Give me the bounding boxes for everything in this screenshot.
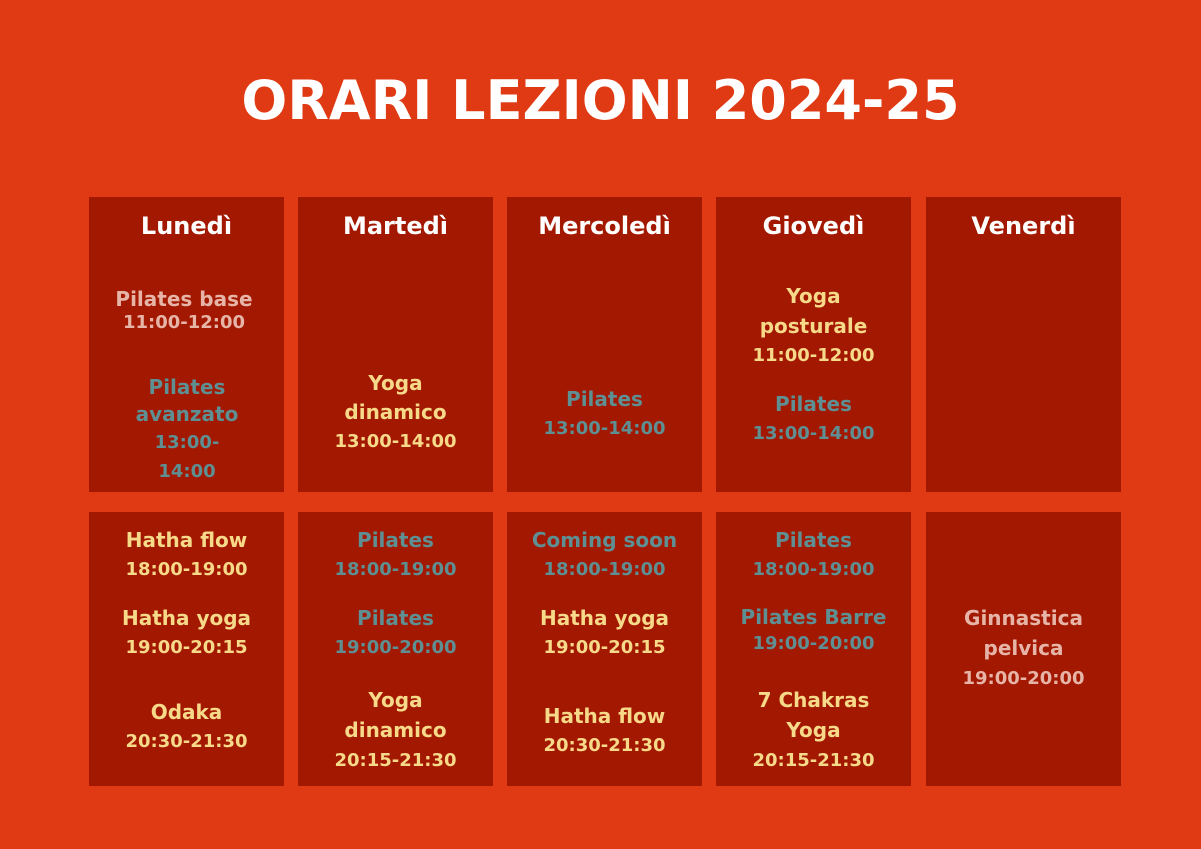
class-name: Pilates base: [115, 287, 253, 311]
class-name: Pilates: [775, 392, 852, 416]
cell-wednesday-morning: [507, 197, 702, 492]
cell-thursday-morning: [716, 197, 911, 492]
class-time: 20:15-21:30: [334, 750, 457, 771]
class-time: 19:00-20:00: [752, 633, 875, 654]
class-name: Yoga dinamico: [344, 688, 447, 742]
class-time: 18:00-19:00: [334, 559, 457, 580]
class-time: 19:00-20:00: [334, 637, 457, 658]
class-slot: [507, 385, 702, 443]
class-slot: [716, 603, 911, 657]
day-label-friday: Venerdì: [971, 212, 1076, 240]
class-name: Pilates: [775, 528, 852, 552]
class-name: Yoga dinamico: [344, 371, 447, 424]
class-time: 18:00-19:00: [752, 559, 875, 580]
class-name: Pilates Barre: [740, 605, 887, 629]
class-name: Hatha flow: [125, 528, 248, 552]
day-label-thursday: Giovedì: [762, 212, 865, 240]
cell-friday-evening: [926, 512, 1121, 786]
page-title: ORARI LEZIONI 2024-25: [241, 69, 960, 132]
day-label-tuesday: Martedì: [342, 212, 449, 240]
class-time: 19:00-20:15: [125, 637, 248, 658]
class-time: 13:00-14:00: [154, 432, 220, 482]
class-slot: [751, 685, 876, 777]
class-slot: [89, 526, 284, 584]
class-time: 11:00-12:00: [752, 345, 875, 366]
class-time: 19:00-20:00: [962, 668, 1085, 689]
class-name: Pilates avanzato: [135, 375, 239, 426]
cell-friday-morning: [926, 197, 1121, 492]
cell-monday-evening: [89, 512, 284, 786]
class-time: 18:00-19:00: [125, 559, 248, 580]
class-name: Hatha yoga: [539, 606, 670, 630]
class-slot: [127, 374, 247, 486]
class-time: 18:00-19:00: [543, 559, 666, 580]
cell-thursday-evening: [716, 512, 911, 786]
day-label-wednesday: Mercoledì: [538, 212, 671, 240]
class-time: 11:00-12:00: [122, 312, 246, 333]
class-name: Hatha yoga: [121, 606, 252, 630]
class-slot: [951, 603, 1096, 694]
cell-monday-morning: [89, 197, 284, 492]
class-name: Odaka: [150, 700, 223, 724]
class-slot: [89, 286, 279, 334]
class-name: Coming soon: [531, 528, 678, 552]
class-slot: [298, 526, 493, 584]
class-time: 20:30-21:30: [543, 735, 666, 756]
cell-tuesday-evening: [298, 512, 493, 786]
class-name: Yoga posturale: [759, 284, 868, 338]
class-name: Ginnastica pelvica: [964, 606, 1083, 660]
class-time: 19:00-20:15: [543, 637, 666, 658]
class-name: Pilates: [357, 606, 434, 630]
class-slot: [333, 369, 458, 456]
class-slot: [298, 603, 493, 663]
class-name: Pilates: [566, 387, 643, 411]
class-time: 13:00-14:00: [334, 431, 457, 452]
class-slot: [507, 526, 702, 584]
class-name: Pilates: [357, 528, 434, 552]
cell-wednesday-evening: [507, 512, 702, 786]
class-name: 7 Chakras Yoga: [757, 688, 870, 742]
class-slot: [716, 390, 911, 448]
class-time: 20:15-21:30: [752, 750, 875, 771]
class-time: 13:00-14:00: [543, 418, 666, 439]
class-time: 20:30-21:30: [125, 731, 248, 752]
day-label-monday: Lunedì: [140, 212, 233, 240]
class-slot: [507, 603, 702, 663]
class-slot: [716, 526, 911, 584]
class-name: Hatha flow: [543, 704, 666, 728]
class-slot: [507, 702, 702, 760]
class-slot: [333, 685, 458, 777]
class-slot: [89, 698, 284, 756]
class-time: 13:00-14:00: [752, 423, 875, 444]
class-slot: [89, 603, 284, 663]
cell-tuesday-morning: [298, 197, 493, 492]
class-slot: [751, 281, 876, 371]
